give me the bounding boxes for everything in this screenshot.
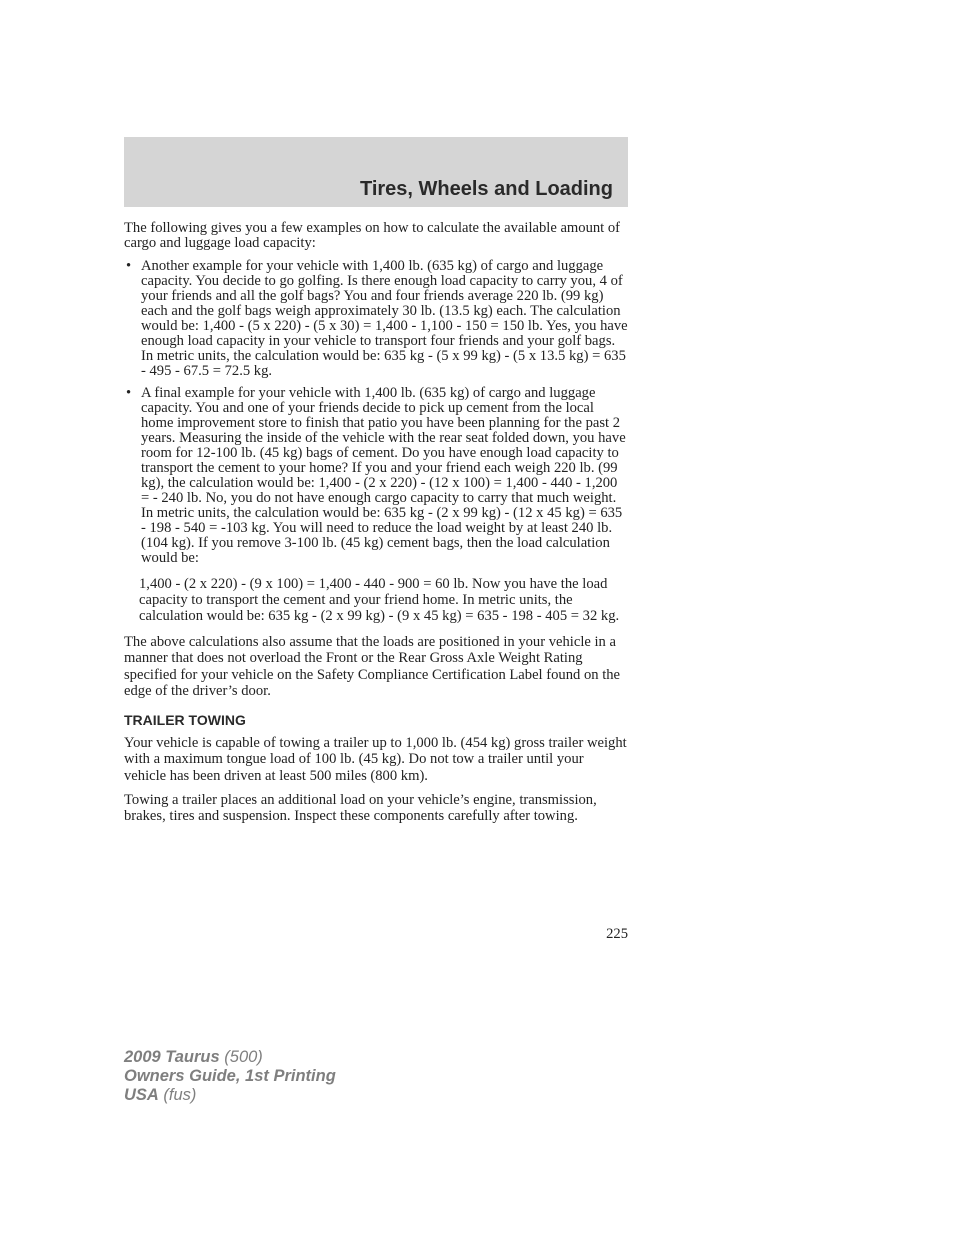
footer-line-2 — [124, 1067, 336, 1086]
footer-edition: Owners Guide, 1st Printing — [124, 1067, 336, 1085]
page-number: 225 — [606, 926, 628, 942]
footer-model: 2009 Taurus — [124, 1048, 220, 1066]
bullet-icon: • — [126, 385, 132, 401]
page-content — [124, 221, 629, 833]
footer-imprint — [124, 1048, 336, 1105]
footer-market: USA — [124, 1086, 159, 1104]
trailer-paragraph-1: Your vehicle is capable of towing a trailer up to 1,000 lb. (454 kg) gross trailer weight with a maximum tongue load of 100 lb. (45 kg). Do not tow a trailer until your vehicle has been driven at least 500 miles (800 km). — [124, 735, 627, 784]
footer-line-3 — [124, 1086, 336, 1105]
header-band — [124, 137, 628, 207]
trailer-paragraph-2: Towing a trailer places an additional load on your vehicle’s engine, transmission, brakes, tires and suspension. Inspect these components carefully after towing. — [124, 792, 597, 825]
list-item — [124, 386, 629, 566]
list-item-text: Another example for your vehicle with 1,400 lb. (635 kg) of cargo and luggage capacity. You decide to go golfing. Is there enough load capacity to carry you, 4 of your friends and all the golf bags? You and four friends average 220 lb. (99 kg) each and the golf bags weigh approximately 30 lb. (13.5 kg) each. The calculation would be: 1,400 - (5 x 220) - (5 x 30) = 1,400 - 1,100 - 150 = 150 lb. Yes, you have enough load capacity in your vehicle to transport four friends and your golf bags. In metric units, the calculation would be: 635 kg - (5 x 99 kg) - (5 x 13.5 kg) = 635 - 495 - 67.5 = 72.5 kg. — [141, 258, 628, 379]
example-list — [124, 259, 629, 566]
bullet-icon: • — [126, 258, 132, 274]
assumption-paragraph: The above calculations also assume that the loads are positioned in your vehicle in a manner that does not overload the Front or the Rear Gross Axle Weight Rating specified for your vehicle on the Safety Compliance Certification Label found on the edge of the driver’s door. — [124, 634, 621, 699]
list-item-text: A final example for your vehicle with 1,400 lb. (635 kg) of cargo and luggage capacity. You and one of your friends decide to pick up cement from the local home improvement store to finish that patio you have been planning for the past 2 years. Measuring the inside of the vehicle with the rear seat folded down, you have room for 12-100 lb. (45 kg) bags of cement. Do you have enough load capacity to transport the cement to your home? If you and your friend each weigh 220 lb. (99 kg), the calculation would be: 1,400 - (2 x 220) - (12 x 100) = 1,400 - 440 - 1,200 = - 240 lb. No, you do not have enough cargo capacity to carry that much weight. In metric units, the calculation would be: 635 kg - (2 x 99 kg) - (12 x 45 kg) = 635 - 198 - 540 = -103 kg. You will need to reduce the load weight by at least 240 lb. (104 kg). If you remove 3-100 lb. (45 kg) cement bags, then the load calculation would be: — [141, 385, 626, 566]
footer-model-code: (500) — [219, 1048, 263, 1066]
footer-line-1 — [124, 1048, 336, 1067]
trailer-towing-heading: TRAILER TOWING — [124, 712, 246, 729]
footer-market-code: (fus) — [158, 1086, 197, 1104]
intro-paragraph: The following gives you a few examples on how to calculate the available amount of cargo and luggage load capacity: — [124, 220, 621, 251]
section-title: Tires, Wheels and Loading — [359, 178, 613, 200]
calculation-continuation: 1,400 - (2 x 220) - (9 x 100) = 1,400 - 440 - 900 = 60 lb. Now you have the load capacity to transport the cement and your friend home. In metric units, the calculation would be: 635 kg - (2 x 99 kg) - (9 x 45 kg) = 635 - 198 - 405 = 32 kg. — [139, 576, 620, 624]
list-item — [124, 259, 629, 379]
